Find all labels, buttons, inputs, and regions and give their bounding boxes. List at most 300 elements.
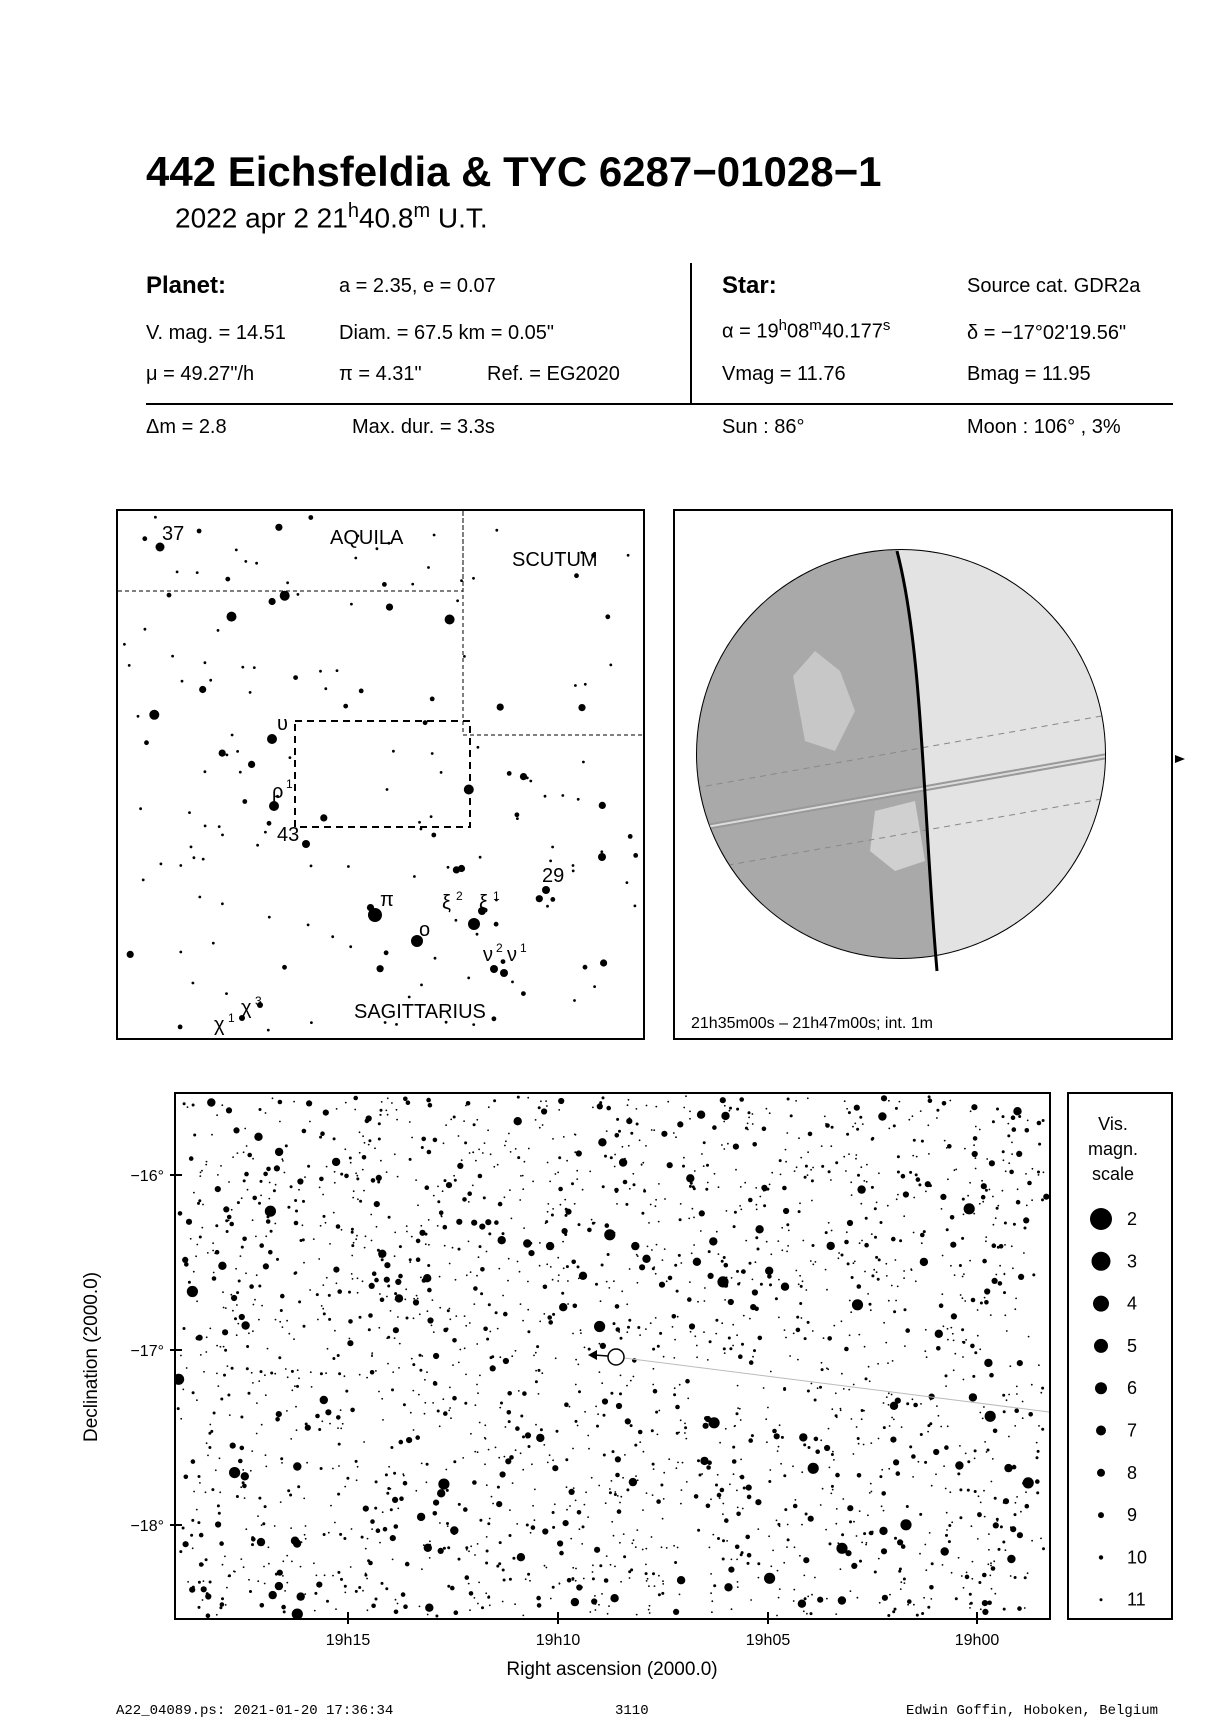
field-star (782, 1186, 787, 1191)
field-star (636, 1614, 638, 1616)
field-star (303, 1129, 305, 1131)
field-star (840, 1568, 842, 1570)
field-star (655, 1411, 658, 1414)
field-star (704, 1287, 706, 1289)
field-star (394, 1153, 396, 1155)
finder-star (574, 573, 579, 578)
field-star (979, 1129, 981, 1131)
field-star (491, 1355, 494, 1358)
field-star (365, 1548, 367, 1550)
field-star (338, 1465, 340, 1467)
field-star (244, 1497, 246, 1499)
field-star (369, 1283, 375, 1289)
named-star (302, 840, 310, 848)
field-star (801, 1524, 803, 1526)
field-star (539, 1242, 541, 1244)
field-star (950, 1327, 952, 1329)
field-star (859, 1560, 862, 1563)
field-star (689, 1118, 691, 1120)
field-star (655, 1273, 657, 1275)
field-star (808, 1132, 813, 1137)
finder-star (137, 715, 140, 718)
field-star (395, 1599, 397, 1601)
field-star (1014, 1408, 1019, 1413)
field-star (368, 1144, 370, 1146)
field-star (710, 1592, 712, 1594)
finder-star (507, 771, 512, 776)
field-star (406, 1100, 411, 1105)
page-title: 442 Eichsfeldia & TYC 6287−01028−1 (146, 148, 882, 195)
field-star (193, 1134, 196, 1137)
field-star (259, 1108, 262, 1111)
boundary-scutum (463, 511, 643, 735)
field-star (1009, 1365, 1011, 1367)
field-star (673, 1609, 679, 1615)
finder-star (178, 1025, 183, 1030)
field-star (412, 1363, 415, 1366)
field-star (770, 1565, 772, 1567)
field-star (247, 1189, 249, 1191)
field-star (852, 1299, 863, 1310)
field-star (486, 1536, 488, 1538)
field-star (810, 1612, 813, 1615)
field-star (549, 1454, 551, 1456)
field-star (867, 1514, 869, 1516)
field-star (1007, 1123, 1009, 1125)
field-star (321, 1420, 323, 1422)
field-star (711, 1600, 713, 1602)
field-star (1002, 1190, 1004, 1192)
field-star (538, 1393, 540, 1395)
field-star (469, 1609, 471, 1611)
field-star (477, 1543, 479, 1545)
field-star (415, 1490, 417, 1492)
field-star (759, 1196, 761, 1198)
field-star (959, 1488, 962, 1491)
finder-star (574, 684, 577, 687)
field-star (209, 1581, 212, 1584)
field-star (1009, 1170, 1014, 1175)
field-star (840, 1409, 842, 1411)
field-star (227, 1365, 229, 1367)
label-chi1-sup: 1 (228, 1011, 235, 1025)
field-star (470, 1271, 472, 1273)
field-star (498, 1236, 506, 1244)
field-star (1004, 1222, 1007, 1225)
field-star (575, 1359, 577, 1361)
field-star (403, 1604, 408, 1609)
field-star (595, 1283, 598, 1286)
field-star (975, 1168, 977, 1170)
field-star (420, 1277, 422, 1279)
field-star (833, 1459, 835, 1461)
field-star (614, 1166, 616, 1168)
field-star (220, 1398, 223, 1401)
field-star (869, 1532, 872, 1535)
field-star (936, 1109, 939, 1112)
field-star (439, 1210, 444, 1215)
field-star (303, 1498, 305, 1500)
daylight-side (897, 511, 1175, 971)
field-star (382, 1419, 384, 1421)
field-star (269, 1591, 277, 1599)
field-star (974, 1458, 976, 1460)
field-star (793, 1504, 798, 1509)
field-star (838, 1257, 840, 1259)
field-star (455, 1610, 457, 1612)
field-star (684, 1423, 686, 1425)
field-star (264, 1505, 267, 1508)
field-star (463, 1120, 465, 1122)
field-star (652, 1494, 654, 1496)
field-star (717, 1474, 719, 1476)
field-star (397, 1176, 399, 1178)
field-star (390, 1508, 393, 1511)
field-star (1000, 1525, 1003, 1528)
field-star (429, 1557, 431, 1559)
field-star (870, 1483, 872, 1485)
label-upsilon: υ (277, 713, 288, 735)
field-star (877, 1278, 880, 1281)
field-star (385, 1587, 388, 1590)
field-star (755, 1499, 761, 1505)
field-star (916, 1614, 919, 1617)
field-star (365, 1235, 367, 1237)
field-star (1014, 1308, 1016, 1310)
field-star (739, 1282, 741, 1284)
field-star (763, 1187, 768, 1192)
field-star (954, 1274, 956, 1276)
field-star (387, 1487, 390, 1490)
field-star (799, 1302, 802, 1305)
finder-star (221, 834, 224, 837)
field-star (943, 1325, 945, 1327)
field-star (303, 1325, 306, 1328)
field-star (409, 1158, 412, 1161)
field-star (990, 1562, 992, 1564)
field-star (909, 1445, 912, 1448)
field-star (322, 1308, 324, 1310)
finder-star (221, 902, 224, 905)
field-star (886, 1396, 888, 1398)
field-star (638, 1430, 643, 1435)
finder-star (472, 577, 475, 580)
field-star (371, 1354, 373, 1356)
field-star (472, 1151, 474, 1153)
finder-star (634, 905, 637, 908)
field-star (433, 1381, 436, 1384)
field-star (625, 1203, 628, 1206)
field-star (973, 1144, 975, 1146)
field-star (651, 1429, 654, 1432)
field-star (666, 1280, 668, 1282)
field-star (448, 1410, 450, 1412)
field-star (619, 1542, 621, 1544)
finder-star (324, 687, 327, 690)
field-star (608, 1605, 610, 1607)
field-star (630, 1568, 633, 1571)
field-star (704, 1300, 706, 1302)
field-star (425, 1243, 427, 1245)
finder-star (336, 669, 339, 672)
field-star (911, 1454, 916, 1459)
field-star (211, 1134, 213, 1136)
field-star (313, 1562, 315, 1564)
field-star (497, 1486, 500, 1489)
field-star (543, 1285, 548, 1290)
field-star (274, 1223, 276, 1225)
field-star (218, 1262, 226, 1270)
field-star (397, 1603, 399, 1605)
field-star (328, 1318, 331, 1321)
field-star (320, 1372, 323, 1375)
field-star (571, 1598, 579, 1606)
field-star (707, 1182, 709, 1184)
field-star (265, 1394, 267, 1396)
field-star (724, 1352, 726, 1354)
field-star (869, 1492, 871, 1494)
field-star (740, 1475, 745, 1480)
field-star (881, 1491, 886, 1496)
finder-star (204, 770, 207, 773)
finder-star (516, 817, 519, 820)
field-star (1008, 1436, 1010, 1438)
field-star (850, 1181, 852, 1183)
field-star (386, 1171, 388, 1173)
field-star (935, 1473, 937, 1475)
field-star (411, 1137, 413, 1139)
field-star (1007, 1555, 1015, 1563)
field-star (203, 1580, 205, 1582)
finder-star (198, 896, 201, 899)
finder-star (127, 951, 134, 958)
field-star (1027, 1181, 1032, 1186)
field-star (866, 1181, 868, 1183)
field-star (927, 1431, 929, 1433)
field-star (797, 1359, 799, 1361)
field-star (509, 1189, 511, 1191)
finder-star (217, 629, 220, 632)
field-star (585, 1491, 587, 1493)
field-star (258, 1497, 261, 1500)
field-star (333, 1212, 335, 1214)
field-star (293, 1101, 295, 1103)
field-star (652, 1384, 654, 1386)
field-star (337, 1289, 342, 1294)
field-star (558, 1274, 560, 1276)
field-star (830, 1493, 832, 1495)
label-xi2-sup: 2 (456, 889, 463, 903)
field-star (923, 1597, 925, 1599)
field-star (275, 1184, 277, 1186)
field-star (927, 1124, 929, 1126)
field-star (598, 1604, 600, 1606)
field-star (552, 1313, 555, 1316)
field-star (574, 1133, 576, 1135)
field-star (835, 1392, 837, 1394)
field-star (577, 1425, 579, 1427)
field-star (776, 1615, 778, 1617)
field-star (618, 1130, 621, 1133)
finder-star (308, 515, 313, 520)
field-star (269, 1182, 271, 1184)
field-star (645, 1145, 647, 1147)
field-star (987, 1601, 992, 1606)
field-star (539, 1265, 541, 1267)
field-star (522, 1320, 524, 1322)
field-star (863, 1444, 865, 1446)
field-star (798, 1283, 800, 1285)
field-star (498, 1268, 500, 1270)
field-star (919, 1553, 921, 1555)
field-star (951, 1313, 957, 1319)
finder-star (573, 999, 576, 1002)
field-star (899, 1239, 902, 1242)
field-star (428, 1103, 433, 1108)
field-star (925, 1191, 927, 1193)
field-star (267, 1348, 269, 1350)
field-star (333, 1267, 339, 1273)
field-star (620, 1375, 622, 1377)
field-star (718, 1186, 720, 1188)
field-star (458, 1362, 460, 1364)
field-star (1003, 1410, 1006, 1413)
field-star (282, 1160, 284, 1162)
field-star (594, 1595, 596, 1597)
field-star (969, 1393, 977, 1401)
field-star (546, 1263, 548, 1265)
field-star (395, 1294, 403, 1302)
finder-star (286, 581, 289, 584)
field-star (703, 1331, 705, 1333)
field-star (419, 1230, 425, 1236)
field-star (930, 1399, 932, 1401)
field-star (260, 1195, 262, 1197)
field-star (795, 1270, 797, 1272)
label-xi1: ξ (479, 892, 488, 914)
field-star (519, 1199, 521, 1201)
field-star (298, 1377, 300, 1379)
field-star (334, 1330, 336, 1332)
field-star (482, 1152, 484, 1154)
field-star (350, 1408, 355, 1413)
scale-title-1: Vis. (1098, 1114, 1128, 1134)
field-star (344, 1585, 347, 1588)
field-star (999, 1265, 1001, 1267)
field-star (895, 1300, 897, 1302)
field-star (850, 1590, 852, 1592)
field-star (223, 1206, 229, 1212)
field-star (633, 1539, 635, 1541)
field-star (242, 1484, 247, 1489)
field-star (921, 1140, 924, 1143)
field-star (552, 1138, 554, 1140)
field-star (485, 1592, 487, 1594)
field-star (712, 1534, 714, 1536)
field-star (571, 1577, 574, 1580)
field-star (814, 1399, 817, 1402)
field-star (938, 1415, 940, 1417)
field-star (888, 1100, 890, 1102)
field-star (399, 1496, 404, 1501)
field-star (394, 1337, 396, 1339)
field-star (953, 1340, 955, 1342)
field-star (605, 1502, 607, 1504)
field-star (689, 1323, 695, 1329)
field-star (479, 1224, 485, 1230)
field-star (314, 1610, 316, 1612)
finder-star (307, 924, 310, 927)
field-star (724, 1263, 729, 1268)
field-star (658, 1183, 660, 1185)
field-star (227, 1215, 232, 1220)
finder-star (144, 740, 149, 745)
field-star (319, 1177, 324, 1182)
field-star (875, 1256, 878, 1259)
field-star (821, 1362, 823, 1364)
field-star (509, 1534, 512, 1537)
field-star (522, 1188, 524, 1190)
field-star (381, 1582, 384, 1585)
field-star (829, 1542, 832, 1545)
finder-star (511, 981, 514, 984)
field-star (1016, 1496, 1018, 1498)
field-star (657, 1345, 660, 1348)
field-star (287, 1206, 290, 1209)
field-star (828, 1428, 830, 1430)
finder-star (521, 991, 526, 996)
label-rho: ρ (272, 781, 284, 803)
field-star (357, 1277, 359, 1279)
field-star (871, 1186, 874, 1189)
scale-label-5: 5 (1127, 1335, 1138, 1356)
field-star (304, 1593, 306, 1595)
field-star (891, 1237, 896, 1242)
field-star (680, 1419, 682, 1421)
field-star (928, 1098, 933, 1103)
field-star (416, 1239, 421, 1244)
field-star (973, 1136, 978, 1141)
field-star (577, 1510, 582, 1515)
field-star (913, 1403, 918, 1408)
field-star (465, 1374, 467, 1376)
field-star (207, 1252, 209, 1254)
field-star (1014, 1425, 1016, 1427)
field-star (944, 1445, 949, 1450)
field-star (527, 1097, 529, 1099)
field-star (626, 1303, 628, 1305)
field-star (567, 1578, 572, 1583)
field-star (613, 1280, 615, 1282)
field-star (980, 1302, 983, 1305)
field-star (498, 1202, 503, 1207)
planet-ref: Ref. = EG2020 (487, 363, 620, 385)
finder-star (529, 780, 532, 783)
field-star (258, 1380, 260, 1382)
finder-star (627, 554, 630, 557)
field-star (433, 1500, 439, 1506)
field-star (352, 1197, 354, 1199)
field-star (576, 1178, 578, 1180)
field-star (652, 1463, 655, 1466)
field-star (926, 1356, 928, 1358)
field-star (752, 1142, 757, 1147)
field-star (745, 1535, 750, 1540)
field-star (545, 1100, 547, 1102)
field-star (799, 1275, 801, 1277)
field-star (588, 1448, 590, 1450)
field-star (723, 1347, 726, 1350)
